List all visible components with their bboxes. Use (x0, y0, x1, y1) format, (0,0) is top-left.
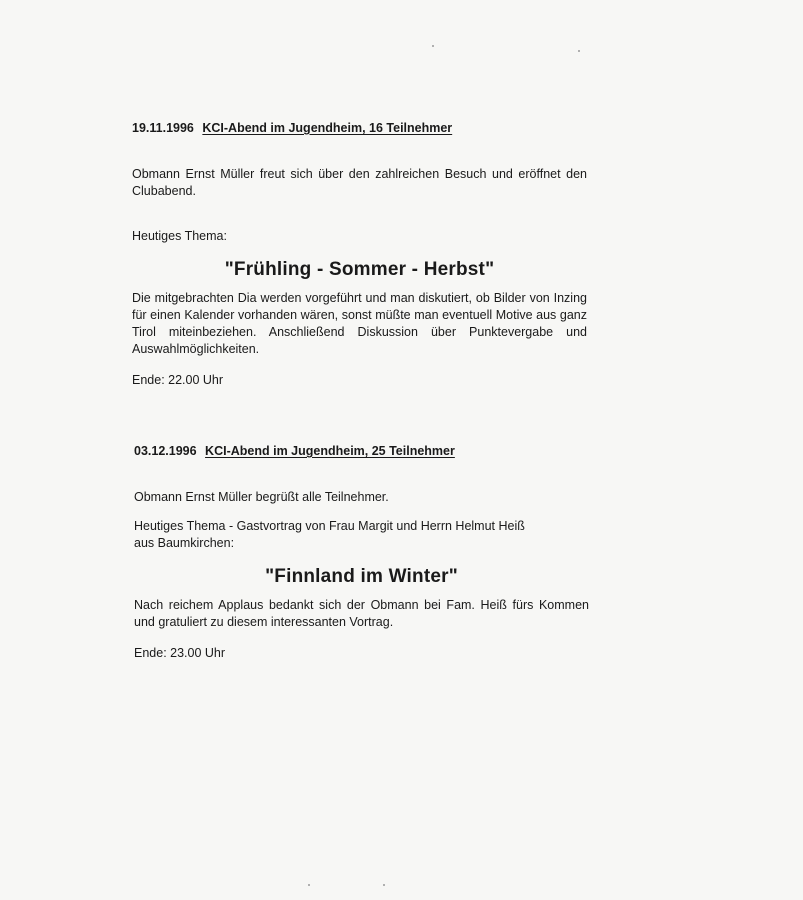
entry-intro: Obmann Ernst Müller freut sich über den zahlreichen Besuch und eröffnet den Clubabend. (132, 167, 587, 198)
scan-speck (308, 884, 310, 886)
entry-body: Nach reichem Applaus bedankt sich der Obmann bei Fam. Heiß fürs Kommen und gratuliert zu diesem interessanten Vortrag. (134, 598, 589, 629)
meeting-entry-2 (134, 443, 589, 662)
scan-speck (383, 884, 385, 886)
scan-speck (578, 50, 580, 52)
topic-title: "Finnland im Winter" (265, 566, 458, 587)
meeting-entry-1 (132, 120, 587, 389)
entry-intro: Obmann Ernst Müller begrüßt alle Teilnehmer. (134, 490, 389, 504)
entry-heading (134, 443, 589, 460)
entry-title: KCI-Abend im Jugendheim, 16 Teilnehmer (202, 121, 453, 135)
scan-speck (432, 45, 434, 47)
entry-title: KCI-Abend im Jugendheim, 25 Teilnehmer (205, 444, 455, 458)
theme-label: Heutiges Thema: (132, 229, 227, 243)
theme-line-1: Heutiges Thema - Gastvortrag von Frau Margit und Herrn Helmut Heiß (134, 519, 525, 533)
entry-heading (132, 120, 587, 137)
entry-end-time: Ende: 23.00 Uhr (134, 646, 226, 660)
topic-title: "Frühling - Sommer - Herbst" (224, 259, 495, 280)
theme-line-2: aus Baumkirchen: (134, 536, 235, 550)
entry-end-time: Ende: 22.00 Uhr (132, 373, 224, 387)
entry-body: Die mitgebrachten Dia werden vorgeführt und man diskutiert, ob Bilder von Inzing für einen Kalender vorhanden wären, sonst müßte man eventuell Motive aus ganz Tirol miteinbeziehen. Anschließend Diskussion über Punktevergabe und Auswahlmöglichkeiten. (132, 291, 587, 356)
entry-date: 19.11.1996 (132, 121, 194, 135)
entry-date: 03.12.1996 (134, 444, 197, 458)
